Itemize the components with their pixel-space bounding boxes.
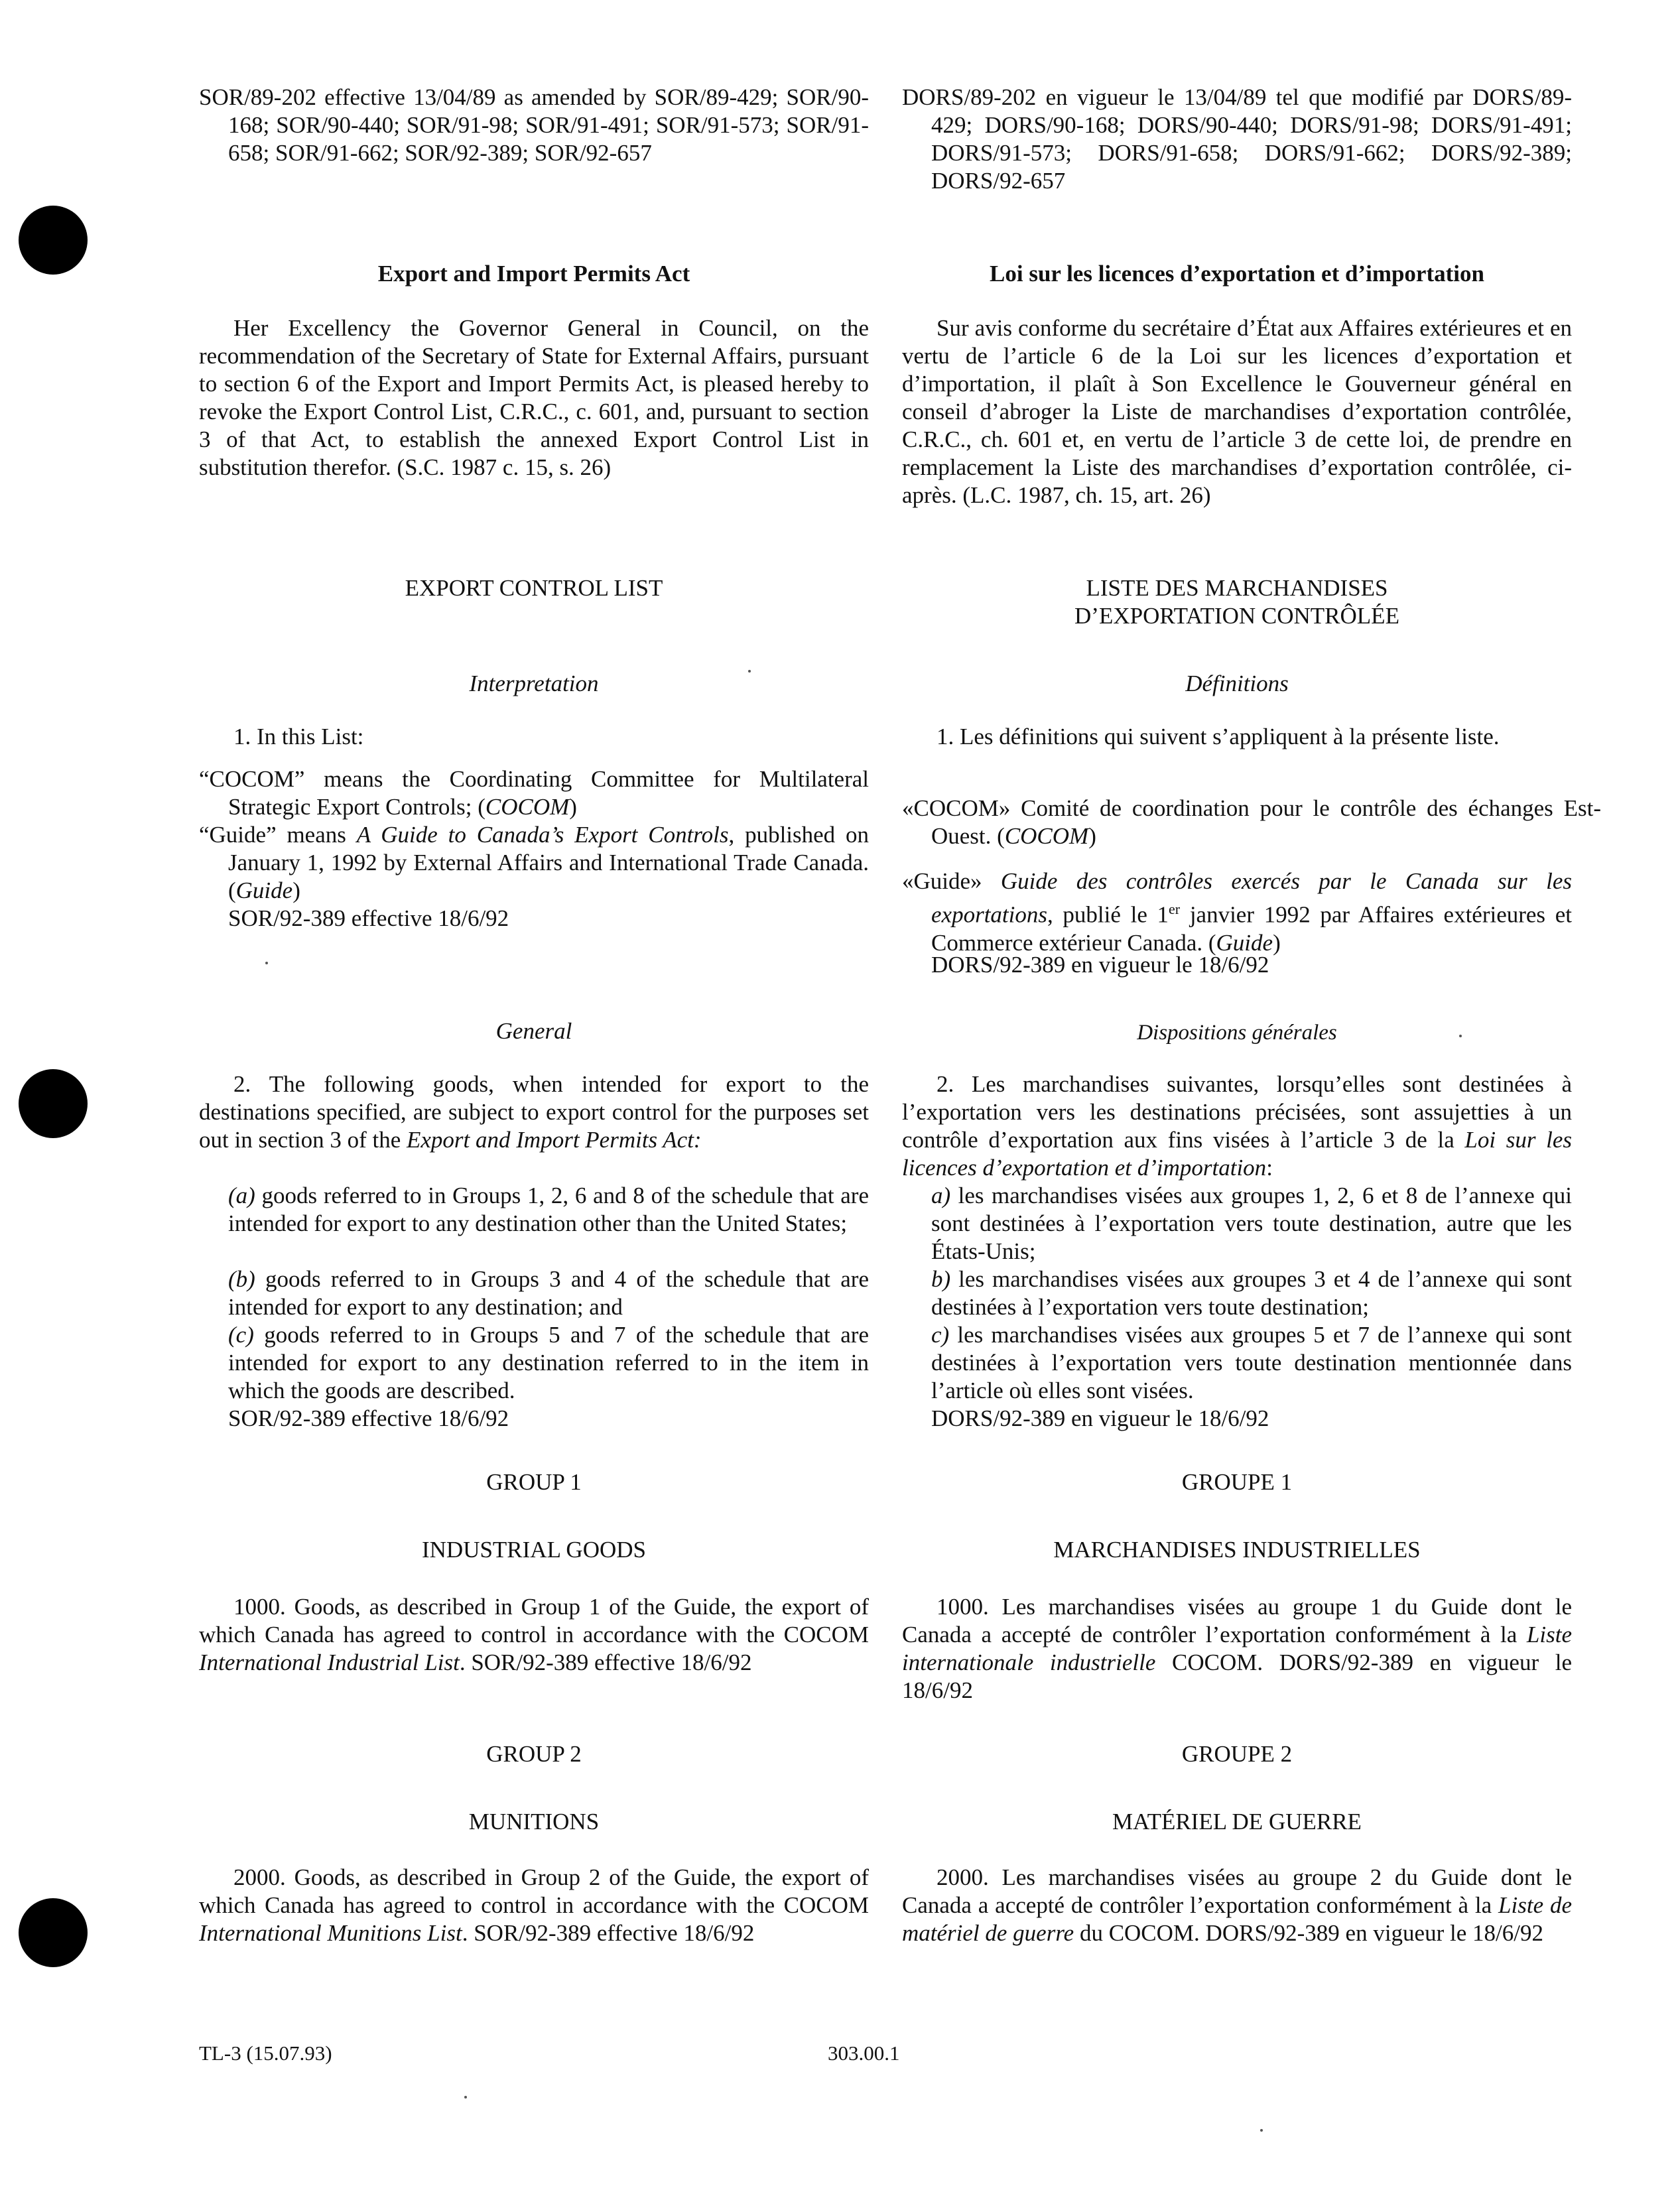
- amendment-note-fr: DORS/92-389 en vigueur le 18/6/92: [931, 1405, 1269, 1431]
- group2-heading-en: GROUP 2: [486, 1741, 582, 1767]
- definition-term: “Guide”: [199, 822, 277, 848]
- definition-text: means the Coordinating Committee for Multilateral Strategic Export Controls; (: [228, 766, 869, 820]
- definition-cocom-en: “COCOM” means the Coordinating Committee for Multilateral Strategic Export Controls; (COCOM): [199, 766, 869, 820]
- superscript: er: [1169, 901, 1181, 917]
- item-text: COCOM. DORS/92-389 en vigueur le 18/6/92: [902, 1649, 1572, 1703]
- general-intro-en: [199, 1070, 869, 1154]
- group2-heading-fr: GROUPE 2: [1181, 1741, 1293, 1767]
- scan-speck: [1260, 2129, 1263, 2132]
- paragraph-b-en: [199, 1265, 869, 1321]
- list-title-en: EXPORT CONTROL LIST: [405, 575, 663, 601]
- paragraph-text: goods referred to in Groups 5 and 7 of the schedule that are intended for export to any destination referred to in the item in which the goods are described.: [228, 1322, 869, 1403]
- scan-speck: [748, 670, 751, 673]
- group1-title-en: INDUSTRIAL GOODS: [421, 1537, 646, 1563]
- paragraph-label: b): [931, 1266, 951, 1292]
- paragraph-c-en: [199, 1321, 869, 1405]
- act-preamble-fr: Sur avis conforme du secrétaire d’État aux Affaires extérieures et en vertu de l’article 6 de la Loi sur les licences d’exportation et d’importation, il plaît à Son Excellence le Gouverneur général en conseil d’abroger la Liste de marchandises d’exportation contrôlée, C.R.C., ch. 601 et, en vertu de l’article 3 de cette loi, de prendre en remplacement la Liste des marchandises d’exportation contrôlée, ci-après. (L.C. 1987, ch. 15, art. 26): [902, 315, 1572, 508]
- item-text: . SOR/92-389 effective 18/6/92: [462, 1920, 755, 1946]
- group1-heading-fr: GROUPE 1: [1181, 1469, 1293, 1495]
- binder-hole-bottom: [19, 1898, 88, 1967]
- footer-revision: TL-3 (15.07.93): [199, 2041, 332, 2065]
- definition-term: «Guide»: [902, 868, 982, 894]
- guide-title: A Guide to Canada’s Export Controls: [356, 822, 729, 848]
- item-text: 2000. Les marchandises visées au groupe 2 du Guide dont le Canada a accepté de contrôler l’exportation conformément à la: [902, 1864, 1572, 1918]
- general-heading-fr: Dispositions générales: [1137, 1021, 1337, 1045]
- item-text: 2000. Goods, as described in Group 2 of the Guide, the export of which Canada has agreed to control in accordance with the COCOM: [199, 1864, 869, 1918]
- act-name: Export and Import Permits Act:: [407, 1127, 702, 1153]
- general-intro-text: 2. The following goods, when intended for export to the destinations specified, are subject to export control for the purposes set out in section 3 of the: [199, 1071, 869, 1153]
- general-intro-fr: [902, 1070, 1572, 1182]
- paragraph-label: (a): [228, 1183, 255, 1208]
- definition-text: , publié le 1: [1047, 901, 1169, 928]
- paragraph-text: goods referred to in Groups 1, 2, 6 and 8 of the schedule that are intended for export to any destination other than the United States;: [228, 1183, 869, 1236]
- list-name: Liste de matériel de guerre: [902, 1892, 1572, 1946]
- definition-abbr: COCOM: [1004, 823, 1089, 849]
- footer-page-number: 303.00.1: [828, 2041, 900, 2065]
- paragraph-c-fr: [902, 1321, 1572, 1405]
- general-intro-text: :: [1266, 1155, 1273, 1181]
- scan-speck: [1459, 1035, 1462, 1037]
- list-title-fr-line2: D’EXPORTATION CONTRÔLÉE: [1074, 603, 1399, 629]
- item-text: 1000. Goods, as described in Group 1 of the Guide, the export of which Canada has agreed to control in accordance with the COCOM: [199, 1594, 869, 1647]
- group1-heading-en: GROUP 1: [486, 1469, 582, 1495]
- definition-cocom-fr: «COCOM» Comité de coordination pour le contrôle des échanges Est-Ouest. (COCOM): [902, 795, 1601, 849]
- amendment-note-en: SOR/92-389 effective 18/6/92: [228, 1405, 509, 1431]
- item-1000-fr: [902, 1593, 1572, 1705]
- paragraph-b-fr: [902, 1265, 1572, 1321]
- interpretation-heading-fr: Définitions: [1185, 671, 1289, 696]
- group1-title-fr: MARCHANDISES INDUSTRIELLES: [1053, 1537, 1421, 1563]
- paragraph-label: a): [931, 1183, 951, 1208]
- binder-hole-middle: [19, 1069, 88, 1138]
- paragraph-a-fr: [902, 1182, 1572, 1265]
- definition-abbr: Guide: [1216, 929, 1273, 956]
- paragraph-a-en: [199, 1182, 869, 1238]
- item-text: du COCOM. DORS/92-389 en vigueur le 18/6/92: [1074, 1920, 1543, 1946]
- list-name: International Munitions List: [199, 1920, 462, 1946]
- definition-term: «COCOM»: [902, 795, 1011, 821]
- act-title-en: Export and Import Permits Act: [377, 261, 690, 287]
- item-2000-en: [199, 1864, 869, 1947]
- scan-speck: [265, 962, 268, 964]
- header-citation-en: SOR/89-202 effective 13/04/89 as amended by SOR/89-429; SOR/90-168; SOR/90-440; SOR/91-98; SOR/91-491; SOR/91-573; SOR/91-658; SOR/91-662; SOR/92-389; SOR/92-657: [199, 84, 869, 166]
- item-text: . SOR/92-389 effective 18/6/92: [459, 1649, 752, 1675]
- definition-guide-en: “Guide” means A Guide to Canada’s Export Controls, published on January 1, 1992 by External Affairs and International Trade Canada. (Guide): [199, 822, 870, 903]
- general-heading-en: General: [495, 1018, 572, 1044]
- paragraph-label: (c): [228, 1322, 254, 1348]
- binder-hole-top: [19, 206, 88, 275]
- paragraph-label: (b): [228, 1266, 255, 1292]
- paragraph-text: les marchandises visées aux groupes 3 et 4 de l’annexe qui sont destinées à l’exportation vers toute destination;: [931, 1266, 1572, 1320]
- list-name: Liste internationale industrielle: [902, 1622, 1572, 1675]
- act-preamble-en: Her Excellency the Governor General in Council, on the recommendation of the Secretary of State for External Affairs, pursuant to section 6 of the Export and Import Permits Act, is pleased hereby to revoke the Export Control List, C.R.C., c. 601, and, pursuant to section 3 of that Act, to establish the annexed Export Control List in substitution therefor. (S.C. 1987 c. 15, s. 26): [199, 315, 869, 480]
- scan-speck: [464, 2096, 467, 2098]
- group2-title-fr: MATÉRIEL DE GUERRE: [1112, 1809, 1362, 1835]
- item-2000-fr: [902, 1864, 1572, 1947]
- interpretation-intro-fr: 1. Les définitions qui suivent s’appliquent à la présente liste.: [937, 724, 1500, 749]
- group2-title-en: MUNITIONS: [468, 1809, 600, 1835]
- amendment-note-fr: DORS/92-389 en vigueur le 18/6/92: [931, 952, 1269, 978]
- list-name: International Industrial List: [199, 1649, 460, 1675]
- item-1000-en: [199, 1593, 869, 1677]
- act-title-fr: Loi sur les licences d’exportation et d’importation: [990, 261, 1484, 287]
- act-name: Loi sur les licences d’exportation et d’importation: [902, 1127, 1573, 1181]
- list-title-fr-line1: LISTE DES MARCHANDISES: [1086, 575, 1388, 601]
- definition-text: Comité de coordination pour le contrôle des échanges Est-Ouest. (: [931, 795, 1601, 849]
- definition-text: means: [276, 822, 357, 848]
- definition-term: “COCOM”: [199, 766, 305, 792]
- definition-abbr: Guide: [235, 877, 293, 903]
- definition-guide-fr: «Guide» Guide des contrôles exercés par le Canada sur les exportations, publié le 1er janvier 1992 par Affaires extérieures et Commerce extérieur Canada. (Guide): [902, 868, 1572, 956]
- interpretation-intro-en: 1. In this List:: [233, 724, 364, 749]
- item-text: 1000. Les marchandises visées au groupe 1 du Guide dont le Canada a accepté de contrôler l’exportation conformément à la: [902, 1594, 1572, 1647]
- paragraph-text: les marchandises visées aux groupes 5 et 7 de l’annexe qui sont destinées à l’exportation vers toute destination mentionnée dans l’article où elles sont visées.: [931, 1322, 1572, 1403]
- amendment-note-en: SOR/92-389 effective 18/6/92: [228, 905, 509, 931]
- paragraph-text: goods referred to in Groups 3 and 4 of the schedule that are intended for export to any destination; and: [228, 1266, 869, 1320]
- definition-text: , published on January 1, 1992 by External Affairs and International Trade Canada. (: [228, 822, 870, 903]
- definition-text: janvier 1992 par Affaires extérieures et Commerce extérieur Canada. (: [931, 901, 1572, 956]
- interpretation-heading-en: Interpretation: [469, 671, 599, 696]
- paragraph-text: les marchandises visées aux groupes 1, 2, 6 et 8 de l’annexe qui sont destinées à l’exportation vers toute destination, autre que les États-Unis;: [931, 1183, 1572, 1264]
- guide-title: Guide des contrôles exercés par le Canada sur les exportations: [931, 868, 1572, 928]
- header-citation-fr: DORS/89-202 en vigueur le 13/04/89 tel que modifié par DORS/89-429; DORS/90-168; DORS/90-440; DORS/91-98; DORS/91-491; DORS/91-573; DORS/91-658; DORS/91-662; DORS/92-389; DORS/92-657: [902, 84, 1572, 194]
- definition-abbr: COCOM: [485, 794, 570, 820]
- general-intro-text: 2. Les marchandises suivantes, lorsqu’elles sont destinées à l’exportation vers les destinations précisées, sont assujetties à un contrôle d’exportation aux fins visées à l’article 3 de la: [902, 1071, 1572, 1153]
- paragraph-label: c): [931, 1322, 950, 1348]
